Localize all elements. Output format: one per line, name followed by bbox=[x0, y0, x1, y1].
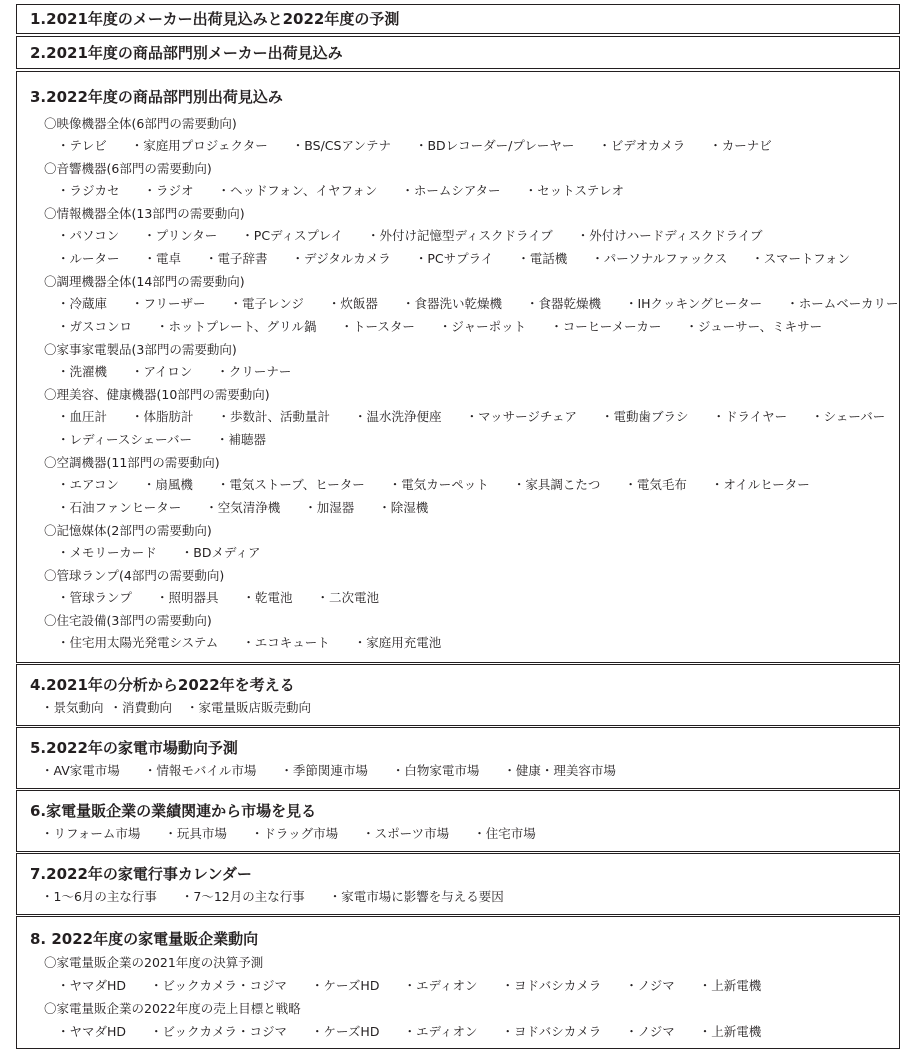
list-item: ・1〜6月の主な行事 bbox=[41, 889, 157, 904]
list-item: ・セットステレオ bbox=[524, 183, 624, 198]
list-item: ・ジャーポット bbox=[438, 319, 527, 334]
list-item: ・スマートフォン bbox=[751, 251, 851, 266]
item-row bbox=[17, 137, 796, 154]
item-row bbox=[17, 634, 465, 651]
section-1-title: 1.2021年度のメーカー出荷見込みと2022年度の予測 bbox=[30, 10, 400, 28]
section-7-title: 7.2022年の家電行事カレンダー bbox=[30, 865, 252, 883]
list-item: ・カーナビ bbox=[709, 138, 772, 153]
list-item: ・BDレコーダー/プレーヤー bbox=[414, 138, 575, 153]
list-item: ・エコキュート bbox=[242, 635, 330, 650]
section-3-title: 3.2022年度の商品部門別出荷見込み bbox=[30, 88, 283, 106]
category-heading: 〇映像機器全体(6部門の需要動向) bbox=[44, 116, 237, 131]
section-8-title: 8. 2022年度の家電量販企業動向 bbox=[30, 930, 259, 948]
list-item: ・BDメディア bbox=[180, 545, 261, 560]
list-item: ・プリンター bbox=[143, 228, 218, 243]
list-item: ・冷蔵庫 bbox=[57, 296, 108, 311]
list-item: ・加湿器 bbox=[304, 500, 355, 515]
item-row bbox=[17, 182, 648, 199]
list-item: ・アイロン bbox=[131, 364, 193, 379]
list-item: ・メモリーカード bbox=[57, 545, 157, 560]
list-item: ・健康・理美容市場 bbox=[503, 763, 616, 778]
item-row bbox=[17, 363, 315, 380]
list-item: ・ヨドバシカメラ bbox=[501, 978, 602, 993]
list-item: ・空気清浄機 bbox=[205, 500, 281, 515]
list-item: ・7〜12月の主な行事 bbox=[180, 889, 305, 904]
list-item: ・エディオン bbox=[403, 978, 478, 993]
list-item: ・PCディスプレイ bbox=[241, 228, 343, 243]
list-item: ・電卓 bbox=[143, 251, 182, 266]
list-item: ・上新電機 bbox=[698, 1024, 762, 1039]
section-8 bbox=[16, 916, 900, 1049]
list-item: ・家電市場に影響を与える要因 bbox=[328, 889, 504, 904]
list-item: ・ヤマダHD bbox=[57, 978, 127, 993]
section-6 bbox=[16, 790, 900, 852]
list-item: ・テレビ bbox=[57, 138, 107, 153]
list-item: ・照明器具 bbox=[156, 590, 219, 605]
item-row bbox=[17, 408, 902, 425]
list-item: ・管球ランプ bbox=[57, 590, 133, 605]
item-row bbox=[17, 499, 452, 516]
list-item: ・電子辞書 bbox=[205, 251, 268, 266]
list-item: ・電気カーペット bbox=[388, 477, 489, 492]
list-item: ・補聴器 bbox=[216, 432, 267, 447]
list-item: ・体脂肪計 bbox=[131, 409, 194, 424]
list-item: ・ラジカセ bbox=[57, 183, 120, 198]
list-item: ・住宅用太陽光発電システム bbox=[57, 635, 219, 650]
list-item: ・ビデオカメラ bbox=[598, 138, 686, 153]
list-item: ・外付け記憶型ディスクドライブ bbox=[366, 228, 553, 243]
section-3 bbox=[16, 71, 900, 663]
item-row bbox=[17, 1023, 785, 1040]
section-4 bbox=[16, 664, 900, 726]
section-2 bbox=[16, 36, 900, 69]
list-item: ・消費動向 bbox=[109, 700, 173, 715]
list-item: ・クリーナー bbox=[216, 364, 292, 379]
list-item: ・情報モバイル市場 bbox=[143, 763, 257, 778]
category-heading: 〇管球ランプ(4部門の需要動向) bbox=[44, 568, 225, 583]
list-item: ・季節関連市場 bbox=[280, 763, 368, 778]
list-item: ・乾電池 bbox=[242, 590, 293, 605]
list-item: ・シェーバー bbox=[811, 409, 886, 424]
list-item: ・家庭用充電池 bbox=[353, 635, 442, 650]
list-item: ・パソコン bbox=[57, 228, 120, 243]
list-item: ・マッサージチェア bbox=[465, 409, 577, 424]
category-heading: 〇記憶媒体(2部門の需要動向) bbox=[44, 523, 212, 538]
item-row bbox=[17, 888, 528, 905]
list-item: ・食器乾燥機 bbox=[525, 296, 601, 311]
category-heading: 〇音響機器(6部門の需要動向) bbox=[44, 161, 212, 176]
list-item: ・IHクッキングヒーター bbox=[624, 296, 763, 311]
list-item: ・電子レンジ bbox=[229, 296, 304, 311]
list-item: ・家庭用プロジェクター bbox=[130, 138, 268, 153]
list-item: ・エアコン bbox=[57, 477, 119, 492]
item-row bbox=[17, 295, 902, 312]
list-item: ・デジタルカメラ bbox=[291, 251, 391, 266]
list-item: ・電気毛布 bbox=[624, 477, 687, 492]
section-1 bbox=[16, 4, 900, 34]
item-row bbox=[17, 250, 874, 267]
list-item: ・ケーズHD bbox=[311, 1024, 380, 1039]
category-heading: 〇空調機器(11部門の需要動向) bbox=[44, 455, 220, 470]
item-row bbox=[17, 762, 640, 779]
list-item: ・洗濯機 bbox=[57, 364, 108, 379]
list-item: ・電気ストーブ、ヒーター bbox=[216, 477, 365, 492]
section-4-title: 4.2021年の分析から2022年を考える bbox=[30, 676, 295, 694]
section-6-title: 6.家電量販企業の業績関連から市場を見る bbox=[30, 802, 317, 820]
list-item: ・ジューサー、ミキサー bbox=[685, 319, 823, 334]
list-item: ・景気動向 bbox=[41, 700, 104, 715]
list-item: ・レディースシェーバー bbox=[57, 432, 193, 447]
list-item: ・ヤマダHD bbox=[57, 1024, 127, 1039]
list-item: ・玩具市場 bbox=[164, 826, 227, 841]
list-item: ・コーヒーメーカー bbox=[550, 319, 662, 334]
list-item: ・オイルヒーター bbox=[710, 477, 810, 492]
list-item: ・ビックカメラ・コジマ bbox=[150, 978, 288, 993]
category-heading: 〇家電量販企業の2021年度の決算予測 bbox=[44, 955, 264, 970]
item-row bbox=[17, 589, 403, 606]
list-item: ・フリーザー bbox=[131, 296, 206, 311]
list-item: ・家電量販店販売動向 bbox=[186, 700, 312, 715]
list-item: ・ガスコンロ bbox=[57, 319, 133, 334]
category-heading: 〇家事家電製品(3部門の需要動向) bbox=[44, 342, 237, 357]
item-row bbox=[17, 476, 834, 493]
category-heading: 〇住宅設備(3部門の需要動向) bbox=[44, 613, 212, 628]
list-item: ・パーソナルファックス bbox=[591, 251, 728, 266]
list-item: ・ノジマ bbox=[625, 978, 675, 993]
list-item: ・食器洗い乾燥機 bbox=[401, 296, 502, 311]
list-item: ・除湿機 bbox=[378, 500, 429, 515]
list-item: ・BS/CSアンテナ bbox=[291, 138, 391, 153]
list-item: ・ノジマ bbox=[625, 1024, 675, 1039]
list-item: ・トースター bbox=[340, 319, 415, 334]
list-item: ・温水洗浄便座 bbox=[354, 409, 442, 424]
item-row bbox=[17, 431, 290, 448]
section-5-title: 5.2022年の家電市場動向予測 bbox=[30, 739, 238, 757]
section-5 bbox=[16, 727, 900, 789]
list-item: ・リフォーム市場 bbox=[41, 826, 141, 841]
list-item: ・ドライヤー bbox=[712, 409, 788, 424]
section-7 bbox=[16, 853, 900, 915]
list-item: ・ケーズHD bbox=[311, 978, 380, 993]
list-item: ・ルーター bbox=[57, 251, 120, 266]
item-row bbox=[17, 699, 335, 716]
list-item: ・炊飯器 bbox=[327, 296, 378, 311]
list-item: ・血圧計 bbox=[57, 409, 108, 424]
list-item: ・扇風機 bbox=[142, 477, 193, 492]
list-item: ・上新電機 bbox=[698, 978, 762, 993]
list-item: ・家具調こたつ bbox=[512, 477, 601, 492]
list-item: ・スポーツ市場 bbox=[362, 826, 450, 841]
category-heading: 〇調理機器全体(14部門の需要動向) bbox=[44, 274, 245, 289]
list-item: ・ホットプレート、グリル鍋 bbox=[156, 319, 317, 334]
list-item: ・ドラッグ市場 bbox=[250, 826, 339, 841]
section-2-title: 2.2021年度の商品部門別メーカー出荷見込み bbox=[30, 44, 343, 62]
list-item: ・ビックカメラ・コジマ bbox=[150, 1024, 288, 1039]
list-item: ・電話機 bbox=[517, 251, 568, 266]
item-row bbox=[17, 977, 785, 994]
list-item: ・ラジオ bbox=[143, 183, 194, 198]
list-item: ・白物家電市場 bbox=[391, 763, 480, 778]
list-item: ・ホームベーカリー bbox=[786, 296, 899, 311]
list-item: ・電動歯ブラシ bbox=[600, 409, 689, 424]
item-row bbox=[17, 544, 284, 561]
category-heading: 〇理美容、健康機器(10部門の需要動向) bbox=[44, 387, 270, 402]
list-item: ・AV家電市場 bbox=[41, 763, 120, 778]
item-row bbox=[17, 318, 846, 335]
list-item: ・エディオン bbox=[403, 1024, 478, 1039]
item-row bbox=[17, 825, 560, 842]
category-heading: 〇家電量販企業の2022年度の売上目標と戦略 bbox=[44, 1001, 301, 1016]
list-item: ・石油ファンヒーター bbox=[57, 500, 182, 515]
list-item: ・住宅市場 bbox=[473, 826, 536, 841]
list-item: ・二次電池 bbox=[316, 590, 380, 605]
category-heading: 〇情報機器全体(13部門の需要動向) bbox=[44, 206, 245, 221]
list-item: ・ヨドバシカメラ bbox=[501, 1024, 602, 1039]
list-item: ・PCサプライ bbox=[414, 251, 494, 266]
list-item: ・ヘッドフォン、イヤフォン bbox=[217, 183, 378, 198]
list-item: ・ホームシアター bbox=[401, 183, 501, 198]
item-row bbox=[17, 227, 786, 244]
list-item: ・歩数計、活動量計 bbox=[217, 409, 331, 424]
list-item: ・外付けハードディスクドライブ bbox=[576, 228, 763, 243]
